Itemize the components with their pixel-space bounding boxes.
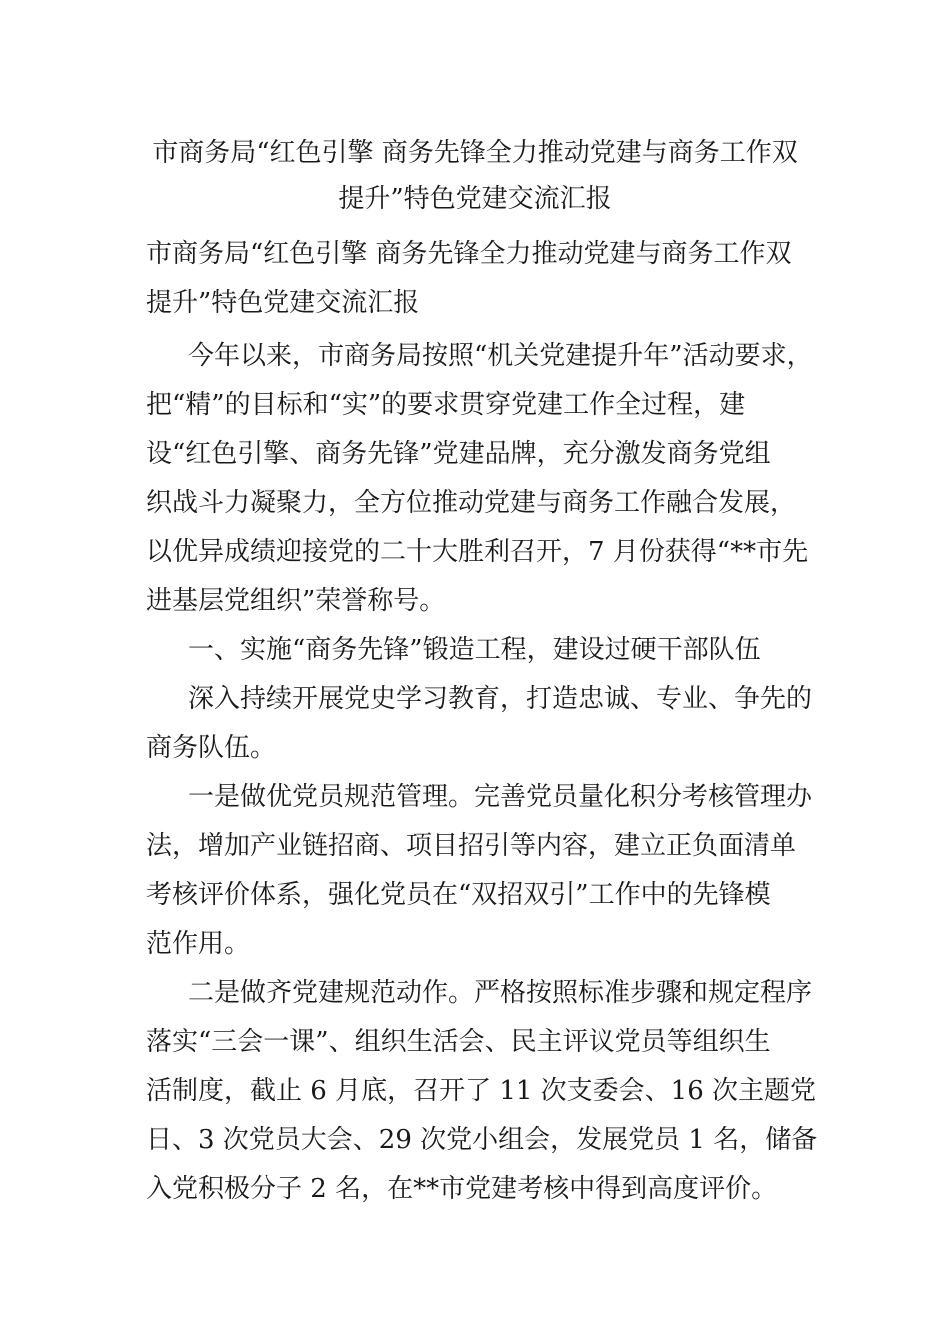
paragraph-line: 一是做优党员规范管理。完善党员量化积分考核管理办 [188, 782, 813, 812]
intro-paragraph [146, 332, 816, 626]
paragraph-line: 把“精”的目标和“实”的要求贯穿党建工作全过程，建 [146, 390, 746, 420]
paragraph-line: 织战斗力凝聚力，全方位推动党建与商务工作融合发展， [146, 488, 797, 518]
paragraph-line: 商务队伍。 [146, 733, 277, 763]
paragraph-line: 法，增加产业链招商、项目招引等内容，建立正负面清单 [146, 831, 797, 861]
paragraph-line: 设“红色引擎、商务先锋”党建品牌，充分激发商务党组 [146, 439, 771, 469]
repeated-title [146, 230, 816, 328]
paragraph-line: 今年以来，市商务局按照“机关党建提升年”活动要求， [188, 341, 813, 371]
paragraph-line: 深入持续开展党史学习教育，打造忠诚、专业、争先的 [188, 684, 813, 714]
paragraph-line: 落实“三会一课”、组织生活会、民主评议党员等组织生 [146, 1027, 771, 1057]
title-line: 市商务局“红色引擎 商务先锋全力推动党建与商务工作双 [152, 138, 798, 168]
paragraph-line: 日、3 次党员大会、29 次党小组会，发展党员 1 名，储备 [146, 1125, 818, 1155]
paragraph-line: 考核评价体系，强化党员在“双招双引”工作中的先锋模 [146, 880, 771, 910]
paragraph-line: 活制度，截止 6 月底，召开了 11 次支委会、16 次主题党 [146, 1076, 817, 1106]
document-body [146, 230, 816, 1214]
repeated-title-line: 市商务局“红色引擎 商务先锋全力推动党建与商务工作双 [146, 239, 792, 269]
title-line: 提升”特色党建交流汇报 [338, 184, 612, 214]
paragraph-line: 二是做齐党建规范动作。严格按照标准步骤和规定程序 [188, 978, 813, 1008]
paragraph-line: 以优异成绩迎接党的二十大胜利召开，7 月份获得“**市先 [146, 537, 809, 567]
repeated-title-line: 提升”特色党建交流汇报 [146, 288, 420, 318]
point-one-paragraph [146, 773, 816, 969]
point-two-paragraph [146, 969, 816, 1214]
paragraph-line: 范作用。 [146, 929, 251, 959]
section-heading [146, 626, 816, 675]
document-title [140, 130, 810, 222]
paragraph-line: 入党积极分子 2 名，在**市党建考核中得到高度评价。 [146, 1174, 778, 1204]
paragraph-line: 进基层党组织”荣誉称号。 [146, 586, 446, 616]
section-intro-paragraph [146, 675, 816, 773]
section-heading-line: 一、实施“商务先锋”锻造工程，建设过硬干部队伍 [188, 635, 761, 665]
